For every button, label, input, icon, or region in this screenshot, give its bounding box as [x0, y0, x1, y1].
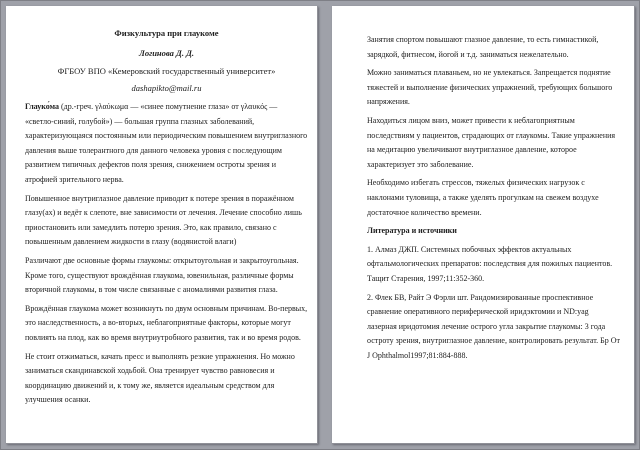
paragraph-face-down-risk: Находиться лицом вниз, может привести к неблагоприятным последствиям у пациентов, страдающих от глаукомы. Такие упражнения на медитацию увеличивают внутриглазное давление, которое характеризует это заболевание.	[367, 115, 616, 169]
reference-item-2: 2. Флек БВ, Райт Э Фэрли шт. Рандомизированные проспективное сравнение оперативного периферической иридэктомии и ND:yag лазерная иридотомия лечение острого угла закрытие глаукомы: 3 года остроту зрения, внутриглазное давление, контролировать результат. Бр От J Ophthalmol1997;81:884-888.	[367, 292, 620, 360]
paragraph-sports-warning: Занятия спортом повышают глазное давление, то есть гимнастикой, зарядкой, фитнесом, йогой и т.д. заниматься нежелательно.	[367, 35, 599, 59]
paragraph-congenital-causes: Врождённая глаукома может возникнуть по двум основным причинам. Во-первых, это наследственность, а во-вторых, неблагоприятные факторы, которые могут повлиять на плод, как во время внутриутробного развития, так и во время родов.	[25, 303, 308, 342]
page-2	[332, 6, 635, 444]
paragraph-glaucoma-definition	[25, 100, 308, 188]
paragraph-avoid-stress: Необходимо избегать стрессов, тяжелых физических нагрузок с наклонами туловища, а также уделять прогулкам на свежем воздухе достаточное количество времени.	[367, 178, 599, 217]
document-title: Физкультура при глаукоме	[114, 28, 219, 38]
author-name: Логинова Д. Д.	[138, 48, 195, 58]
paragraph-text: (др.-греч. γλαύκωμα — «синее помутнение глаза» от γλαυκός — «светло-синий, голубой») — большая группа глазных заболеваний, характеризующаяся постоянным или периодическим повышением внутриглазного давления выше толерантного для данного человека уровня с последующим развитием типичных дефектов поля зрения, снижением остроты зрения и атрофией зрительного нерва.	[25, 102, 308, 184]
affiliation: ФГБОУ ВПО «Кемеровский государственный университет»	[57, 66, 276, 76]
paragraph-pressure-vision-loss: Повышенное внутриглазное давление приводит к потере зрения в поражённом глазу(ах) и ведёт к слепоте, вне зависимости от лечения. Лечение способно лишь приостановить или замедлить потерю зрения. Это, как правило, связано с повышенным давлением жидкости в глазу (водянистой влаги)	[25, 193, 302, 247]
page-2-body	[367, 33, 620, 363]
paragraph-glaucoma-forms: Различают две основные формы глаукомы: открытоугольная и закрытоугольная. Кроме того, существуют врождённая глаукома, ювенильная, различные формы вторичной глаукомы, в том числе связанные с аномалиями развития глаза.	[25, 255, 299, 295]
paragraph-exercise-advice: Не стоит отжиматься, качать пресс и выполнять резкие упражнения. Но можно заниматься скандинавской ходьбой. Она тренирует чувство равновесия и координацию движений и, к тому же, является идеальным средством для улучшения осанки.	[25, 351, 295, 405]
literature-heading: Литература и источники	[367, 226, 457, 236]
paragraph-swimming-limits: Можно заниматься плаваньем, но не увлекаться. Запрещается поднятие тяжестей и выполнение физических упражнений, требующих большого напряжения.	[367, 68, 613, 107]
document-header	[25, 28, 308, 93]
glaucoma-term-bold: Глауко́ма	[25, 102, 60, 111]
page-1-body	[25, 100, 308, 408]
author-email: dashapikto@mail.ru	[131, 83, 202, 93]
reference-item-1: 1. Алмаз ДЖП. Системных побочных эффектов актуальных офтальмологических препаратов: последствия для пожилых пациентов. Тащит Старения, 1997;11:352-360.	[367, 244, 613, 283]
page-1	[6, 6, 318, 444]
